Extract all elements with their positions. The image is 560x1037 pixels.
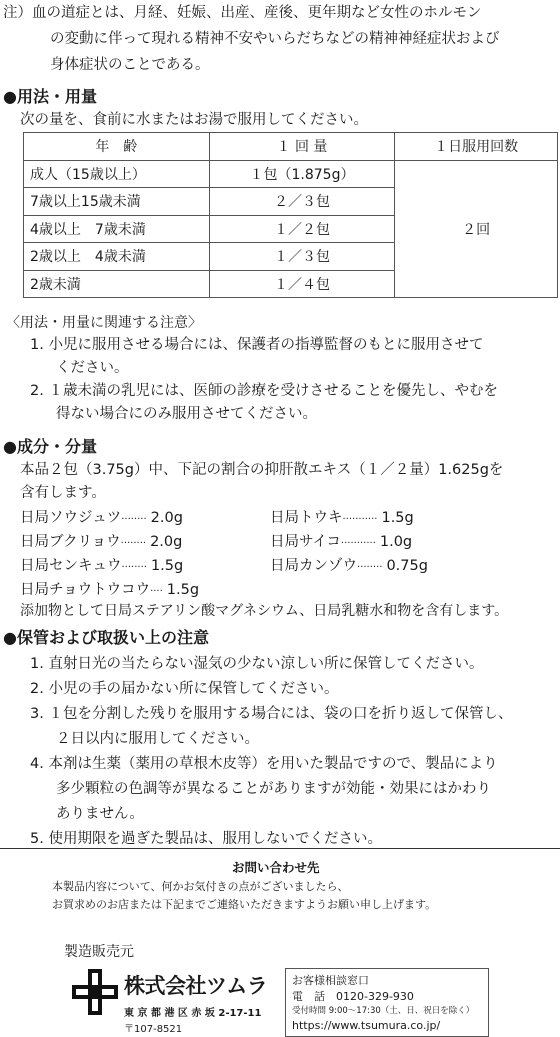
table-cell-age: 7歳以上15歳未満 xyxy=(24,188,210,216)
table-cell-age: 4歳以上 7歳未満 xyxy=(24,215,210,243)
contact-line: 本製品内容について、何かお気付きの点がございましたら、 xyxy=(52,880,349,893)
table-header-dose: １ 回 量 xyxy=(209,133,395,161)
customer-service-hours: 受付時間 9:00～17:30（土、日、祝日を除く） xyxy=(292,1006,475,1016)
leader-dots: ········ xyxy=(357,562,383,573)
ingredient-item xyxy=(270,530,412,551)
usage-caution-line: ください。 xyxy=(56,360,129,376)
ingredient-item xyxy=(20,554,183,575)
table-header-daily: １日服用回数 xyxy=(395,133,558,161)
storage-line: ２日以内に服用してください。 xyxy=(56,731,259,747)
table-cell-age: 2歳未満 xyxy=(24,270,210,298)
leader-dots: ··········· xyxy=(342,514,378,525)
table-cell-age: 成人（15歳以上） xyxy=(24,160,210,188)
dosage-table xyxy=(23,132,558,298)
section-divider xyxy=(0,848,560,849)
note-line-3: 身体症状のことである。 xyxy=(50,57,210,73)
leader-dots: ········ xyxy=(121,514,147,525)
ingredient-amount: 2.0g xyxy=(150,510,183,526)
ingredient-item xyxy=(270,554,428,575)
storage-line: 2. 小児の手の届かない所に保管してください。 xyxy=(30,681,339,697)
ingredient-item xyxy=(20,530,182,551)
company-postal: 〒107-8521 xyxy=(124,1024,183,1035)
ingredient-amount: 2.0g xyxy=(150,534,183,550)
usage-caution-line: 1. 小児に服用させる場合には、保護者の指導監督のもとに服用させて xyxy=(30,337,484,353)
table-header-row xyxy=(24,133,558,161)
usage-intro: 次の量を、食前に水またはお湯で服用してください。 xyxy=(20,112,368,128)
note-line-1: 注）血の道症とは、月経、妊娠、出産、産後、更年期など女性のホルモン xyxy=(3,5,482,21)
customer-service-phone: 電 話 0120-329-930 xyxy=(292,990,414,1003)
usage-caution-line: 得ない場合にのみ服用させてください。 xyxy=(56,406,317,422)
usage-caution-line: 2. １歳未満の乳児には、医師の診療を受けさせることを優先し、やむを xyxy=(30,383,498,399)
leader-dots: ········ xyxy=(120,538,147,549)
ingredients-intro-line: 含有します。 xyxy=(20,485,106,501)
ingredients-heading: ●成分・分量 xyxy=(3,437,97,456)
ingredients-additives: 添加物として日局ステアリン酸マグネシウム、日局乳糖水和物を含有します。 xyxy=(20,603,509,619)
usage-heading: ●用法・用量 xyxy=(3,87,97,106)
leader-dots: ········ xyxy=(121,562,147,573)
table-cell-daily: ２回 xyxy=(395,160,558,298)
customer-service-title: お客様相談窓口 xyxy=(292,974,369,987)
storage-line: 1. 直射日光の当たらない湿気の少ない涼しい所に保管してください。 xyxy=(30,656,484,672)
contact-title: お問い合わせ先 xyxy=(232,860,320,875)
maker-label: 製造販売元 xyxy=(64,944,134,960)
storage-line: 3. １包を分割した残りを服用する場合には、袋の口を折り返して保管し、 xyxy=(30,706,513,722)
ingredient-amount: 1.0g xyxy=(379,534,413,550)
usage-caution-title: 〈用法・用量に関連する注意〉 xyxy=(6,315,202,331)
table-cell-dose: １／４包 xyxy=(209,270,395,298)
company-address: 東 京 都 港 区 赤 坂 2-17-11 xyxy=(124,1008,262,1019)
customer-service-url[interactable]: https://www.tsumura.co.jp/ xyxy=(292,1019,441,1032)
note-line-2: の変動に伴って現れる精神不安やいらだちなどの精神神経症状および xyxy=(50,31,500,47)
ingredient-item xyxy=(20,578,199,599)
ingredient-item xyxy=(20,506,183,527)
table-row xyxy=(24,160,558,188)
ingredient-item xyxy=(270,506,414,527)
storage-heading: ●保管および取扱い上の注意 xyxy=(3,628,209,647)
storage-line: 5. 使用期限を過ぎた製品は、服用しないでください。 xyxy=(30,831,382,847)
table-cell-age: 2歳以上 4歳未満 xyxy=(24,243,210,271)
ingredient-amount: 0.75g xyxy=(386,558,428,574)
storage-line: 多少顆粒の色調等が異なることがありますが効能・効果にはかわり xyxy=(56,781,491,797)
company-name: 株式会社ツムラ xyxy=(124,974,268,998)
ingredient-name: 日局ブクリョウ xyxy=(20,534,121,550)
table-cell-dose: １／２包 xyxy=(209,215,395,243)
ingredient-name: 日局センキュウ xyxy=(20,558,122,574)
ingredients-intro-line: 本品２包（3.75g）中、下記の割合の抑肝散エキス（１／２量）1.625gを xyxy=(20,462,504,478)
ingredient-name: 日局カンゾウ xyxy=(270,558,357,574)
ingredient-amount: 1.5g xyxy=(381,510,414,526)
customer-service-box xyxy=(285,968,489,1037)
ingredient-amount: 1.5g xyxy=(166,582,200,598)
storage-line: ありません。 xyxy=(56,806,144,822)
ingredient-name: 日局ソウジュツ xyxy=(20,510,122,526)
table-cell-dose: １／３包 xyxy=(209,243,395,271)
table-cell-dose: ２／３包 xyxy=(209,188,395,216)
ingredient-name: 日局サイコ xyxy=(270,534,341,550)
tsumura-logo-icon xyxy=(72,969,118,1015)
table-header-age: 年 齢 xyxy=(24,133,210,161)
ingredient-name: 日局トウキ xyxy=(270,510,343,526)
contact-line: お買求めのお店または下記までご連絡いただきますようお願い申し上げます。 xyxy=(52,898,437,911)
leader-dots: ··········· xyxy=(340,538,376,549)
leader-dots: ···· xyxy=(150,586,163,597)
ingredient-amount: 1.5g xyxy=(150,558,184,574)
table-cell-dose: １包（1.875g） xyxy=(209,160,395,188)
storage-line: 4. 本剤は生薬（薬用の草根木皮等）を用いた製品ですので、製品により xyxy=(30,756,498,772)
ingredient-name: 日局チョウトウコウ xyxy=(20,582,151,598)
